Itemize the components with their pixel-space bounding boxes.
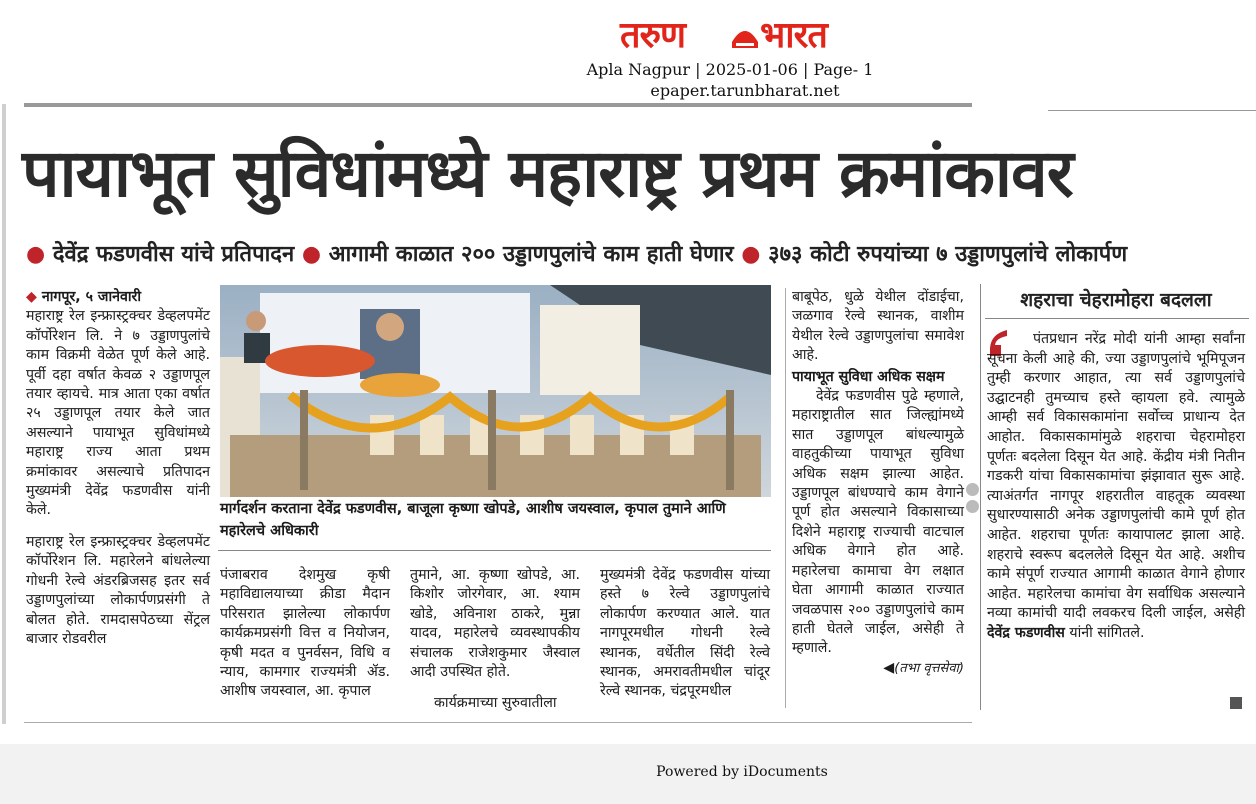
dateline-text: नागपूर, ५ जानेवारी <box>41 289 142 305</box>
article-column-2 <box>220 566 390 702</box>
pagination-dots <box>966 483 980 515</box>
bullet-icon: ● <box>26 242 46 267</box>
paragraph: देवेंद्र फडणवीस पुढे म्हणाले, महाराष्ट्रातील सात जिल्ह्यांमध्ये सात उड्डाणपूल बांधल्यामुळे वाहतुकीच्या पायाभूत सुविधा अधिक सक्षम झाल्या आहेत. उड्डाणपूल बांधण्याचे काम वेगाने पूर्ण होत असल्याने विकासाच्या दिशेने महाराष्ट्र राज्याची वाटचाल अधिक वेगाने होत आहे. महारेलचा कामाचा वेग लक्षात घेता आगामी काळात राज्यात जवळपास २०० उड्डाणपुलांचे काम हाती घेतले जाईल, असेही ते म्हणाले. <box>792 388 964 657</box>
article-column-5 <box>792 288 964 678</box>
dot-icon <box>966 500 979 513</box>
sidebar-box <box>980 284 1251 710</box>
credit-line <box>792 659 964 678</box>
news-credit: (तभा वृत्तसेवा) <box>894 660 964 676</box>
sidebar-signoff-tail: यांनी सांगितले. <box>1069 624 1145 641</box>
logo-text-left: तरुण <box>620 15 686 56</box>
epaper-url[interactable]: epaper.tarunbharat.net <box>650 81 840 100</box>
column-divider <box>218 550 771 551</box>
paragraph: तुमाने, आ. कृष्णा खोपडे, आ. किशोर जोरगेवार, आ. श्याम खोडे, अविनाश ठाकरे, मुन्ना यादव, महारेलचे व्यवस्थापकीय संचालक राजेशकुमार जैस्वाल आदी उपस्थित होते. <box>410 567 580 681</box>
article-column-3 <box>410 566 580 714</box>
paragraph: महाराष्ट्र रेल इन्फ्रास्ट्रक्चर डेव्हलपमेंट कॉर्पोरेशन लि. महारेलने बांधलेल्या गोधनी रेल्वे अंडरब्रिजसह इतर सर्व उड्डाणपुलांच्या लोकार्पणप्रसंगी ते बोलत होते. रामदासपेठच्या सेंट्रल बाजार रोडवरील <box>26 533 210 647</box>
end-mark-icon <box>1230 697 1242 709</box>
logo-emblem-icon <box>730 22 760 50</box>
highlight-item: आगामी काळात २०० उड्डाणपुलांचे काम हाती घेणार <box>328 242 734 267</box>
left-arrow-icon: ◀ <box>883 659 895 676</box>
article-column-4 <box>600 566 770 702</box>
article-headline: पायाभूत सुविधांमध्ये महाराष्ट्र प्रथम क्रमांकावर <box>22 135 1073 212</box>
article-highlights <box>26 238 1246 272</box>
photo-caption: मार्गदर्शन करताना देवेंद्र फडणवीस, बाजूला कृष्णा खोपडे, आशीष जयस्वाल, कृपाल तुमाने आणि महारेलचे अधिकारी <box>220 501 726 539</box>
bullet-icon: ● <box>741 242 761 267</box>
page-edge <box>2 104 6 724</box>
masthead-divider-right <box>1048 110 1256 111</box>
paragraph: पंजाबराव देशमुख कृषी महाविद्यालयाच्या क्रीडा मैदान परिसरात झालेल्या लोकार्पण कार्यक्रमप्रसंगी वित्त व नियोजन, कृषी मदत व पुनर्वसन, विधि व न्याय, कामगार राज्यमंत्री ॲड. आशीष जयस्वाल, आ. कृपाल <box>220 567 390 700</box>
bottom-divider <box>24 722 972 723</box>
dateline <box>26 288 210 307</box>
sidebar-title: शहराचा चेहरामोहरा बदलला <box>1020 289 1212 311</box>
column-divider <box>785 288 786 708</box>
sidebar-text <box>987 330 1245 644</box>
masthead <box>0 0 1256 104</box>
event-photo[interactable] <box>220 285 771 497</box>
diamond-icon: ◆ <box>26 289 37 305</box>
bullet-icon: ● <box>301 242 322 267</box>
section-subheading: पायाभूत सुविधा अधिक सक्षम <box>792 368 945 385</box>
highlight-item: ३७३ कोटी रुपयांच्या ७ उड्डाणपुलांचे लोकार्पण <box>768 242 1128 267</box>
newspaper-logo[interactable] <box>620 16 870 56</box>
sidebar-divider <box>985 318 1249 319</box>
sidebar-signoff: देवेंद्र फडणवीस <box>987 624 1065 641</box>
article-column-1 <box>26 288 210 649</box>
powered-by-link[interactable]: Powered by iDocuments <box>656 764 828 780</box>
paragraph: बाबूपेठ, धुळे येथील दोंडाईचा, जळगाव रेल्वे स्थानक, वाशीम येथील रेल्वे उड्डाणपुलांचा समावेश आहे. <box>792 289 964 364</box>
logo-text-right: भारत <box>760 15 827 56</box>
footer-bar <box>0 744 1256 804</box>
edition-line: Apla Nagpur | 2025-01-06 | Page- 1 <box>586 60 874 79</box>
sidebar-paragraph: पंतप्रधान नरेंद्र मोदी यांनी आम्हा सर्वांना सूचना केली आहे की, ज्या उड्डाणपुलांचे भूमिपूजन तुम्ही करणार आहात, त्या सर्व उड्डाणपुलांचे उद्घाटनही तुमच्याच हस्ते व्हायला हवे. त्यामुळे आम्ही सर्व विकासकामांना सर्वोच्च प्राधान्य देत आहोत. विकासकामांमुळे शहराचा चेहरामोहरा पूर्णतः बदलेला दिसून येत आहे. केंद्रीय मंत्री नितीन गडकरी यांचा विकासकामांचा झंझावात सुरू आहे. त्याअंतर्गत नागपूर शहरातील वाहतूक व्यवस्था सुधारण्यासाठी अनेक उड्डाणपुलांची कामे पूर्ण होत आहेत. शहराचा पूर्णतः कायापालट झाला आहे. शहराचे स्वरूप बदललेले दिसून येत आहे. अशीच कामे संपूर्ण राज्यात आगामी काळात वेगाने होणार आहेत. महारेलचा कामांचा वेग सर्वाधिक असल्याने नव्या कामांची यादी लवकरच दिली जाईल, असेही <box>987 331 1245 622</box>
paragraph: मुख्यमंत्री देवेंद्र फडणवीस यांच्या हस्ते ७ रेल्वे उड्डाणपुलांचे लोकार्पण करण्यात आले. यात नागपूरमधील गोधनी रेल्वे स्थानक, वर्धेतील सिंदी रेल्वे स्थानक, अमरावतीमधील चांदूर रेल्वे स्थानक, चंद्रपूरमधील <box>600 567 770 700</box>
highlight-item: देवेंद्र फडणवीस यांचे प्रतिपादन <box>52 242 295 267</box>
dot-icon <box>966 483 979 496</box>
masthead-divider <box>24 103 972 107</box>
paragraph: कार्यक्रमाच्या सुरुवातीला <box>434 695 557 712</box>
event-photo-image <box>220 285 771 497</box>
paragraph: महाराष्ट्र रेल इन्फ्रास्ट्रक्चर डेव्हलपमेंट कॉर्पोरेशन लि. ने ७ उड्डाणपुलांचे काम विक्रमी वेळेत पूर्ण केले आहे. पूर्वी दहा वर्षात केवळ २ उड्डाणपूल तयार व्हायचे. मात्र आता एका वर्षात २५ उड्डाणपूल तयार केले जात असल्याने पायाभूत सुविधांमध्ये महाराष्ट्र राज्य आता प्रथम क्रमांकावर असल्याचे प्रतिपादन मुख्यमंत्री देवेंद्र फडणवीस यांनी केले. <box>26 308 210 519</box>
